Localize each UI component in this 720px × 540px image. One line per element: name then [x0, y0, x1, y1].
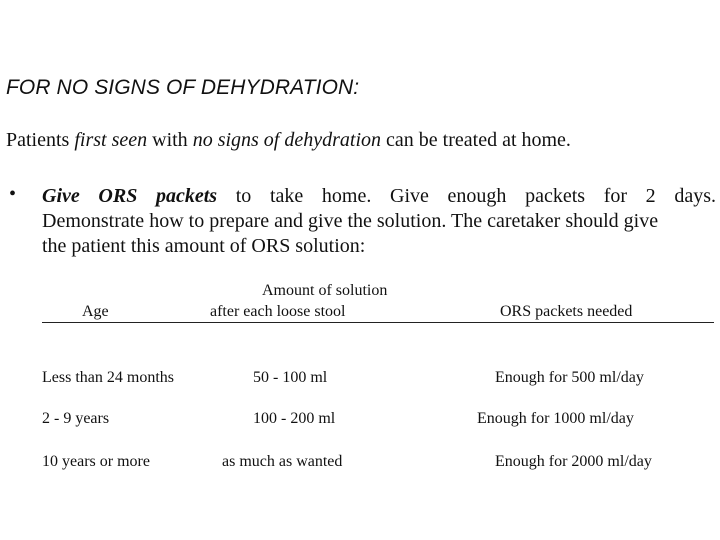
table-header-rule — [42, 322, 714, 323]
intro-paragraph — [6, 129, 571, 152]
row-3-amount: as much as wanted — [222, 453, 343, 470]
header-amount-line2: after each loose stool — [210, 303, 346, 320]
intro-text-3: with — [147, 129, 193, 151]
header-amount-line1: Amount of solution — [262, 282, 388, 299]
row-3-packets: Enough for 2000 ml/day — [495, 453, 652, 470]
bullet-line-1-rest: to take home. Give enough packets for 2 days. — [217, 185, 716, 207]
row-3-age: 10 years or more — [42, 453, 150, 470]
bullet-paragraph — [42, 184, 716, 259]
bullet-line-2: Demonstrate how to prepare and give the solution. The caretaker should give — [42, 210, 659, 232]
row-1-amount: 50 - 100 ml — [253, 369, 328, 386]
row-2-age: 2 - 9 years — [42, 410, 110, 427]
header-age: Age — [82, 303, 109, 320]
intro-text-1: Patients — [6, 129, 75, 151]
bullet-line-3: the patient this amount of ORS solution: — [42, 235, 366, 257]
intro-text-first-seen: first seen — [74, 129, 148, 151]
intro-text-no-signs: no signs of dehydration — [192, 129, 382, 151]
row-2-amount: 100 - 200 ml — [253, 410, 336, 427]
intro-text-5: can be treated at home. — [381, 129, 571, 151]
bullet-lead-bold: Give ORS packets — [42, 185, 218, 207]
section-heading: FOR NO SIGNS OF DEHYDRATION: — [6, 76, 360, 99]
row-1-packets: Enough for 500 ml/day — [495, 369, 644, 386]
header-packets: ORS packets needed — [500, 303, 633, 320]
bullet-symbol: • — [9, 183, 17, 205]
row-2-packets: Enough for 1000 ml/day — [477, 410, 634, 427]
bullet-line-1 — [42, 184, 716, 209]
row-1-age: Less than 24 months — [42, 369, 174, 386]
